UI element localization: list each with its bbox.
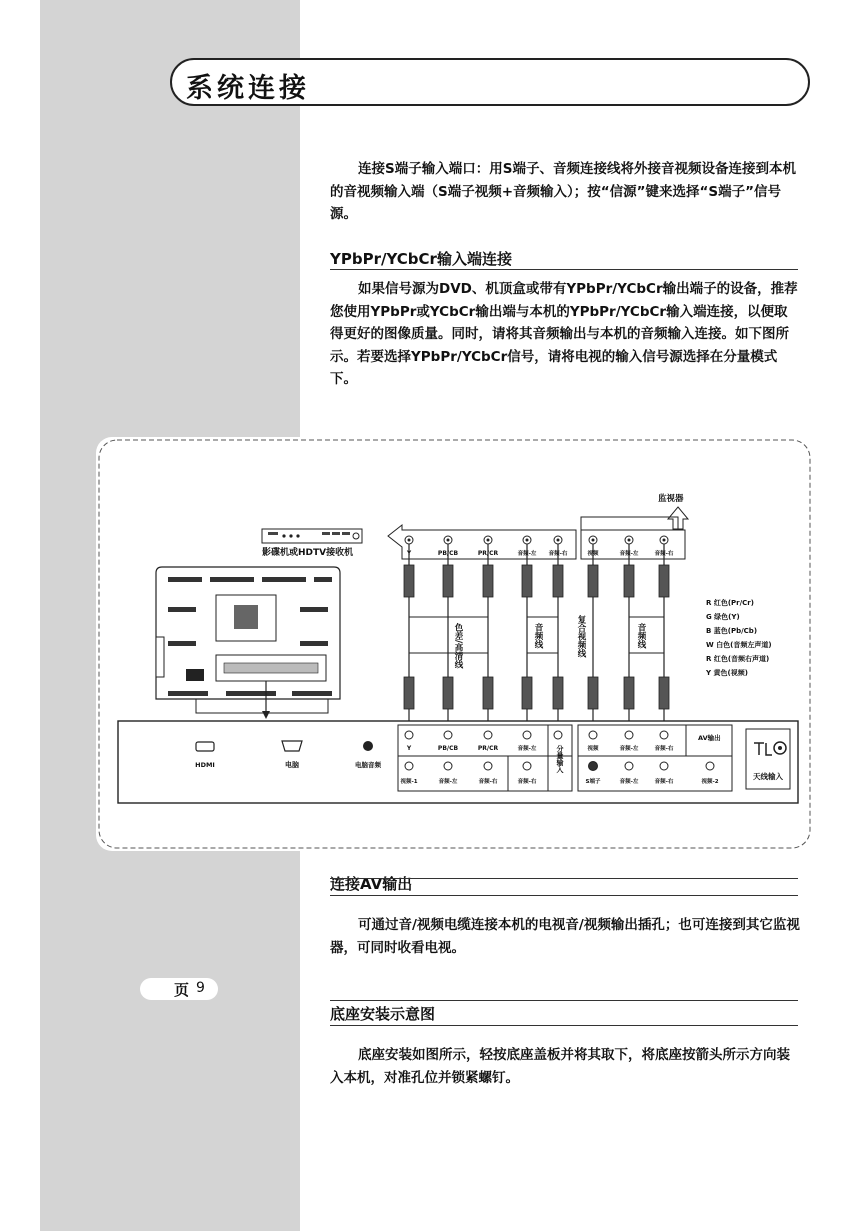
- panel-pb: PB/CB: [437, 745, 459, 752]
- base-divider: [330, 1025, 798, 1026]
- src-label-y: Y: [406, 550, 412, 557]
- mon-label-audio-r: 音频-右: [654, 551, 674, 557]
- vga-port-icon: [282, 741, 302, 751]
- cable-label-video: 复合视频线: [576, 615, 586, 658]
- av-out-paragraph: 可通过音/视频电缆连接本机的电视音/视频输出插孔；也可连接到其它监视器，可同时收看电视。: [330, 917, 800, 956]
- ypbpr-divider: [330, 269, 798, 270]
- dvd-label: 影碟机或HDTV接收机: [262, 548, 354, 558]
- panel-y: Y: [406, 745, 412, 752]
- page-label: 页: [174, 981, 190, 999]
- src-label-audio-r: 音频-右: [548, 551, 568, 557]
- panel-av-audio-l: 音频-左: [619, 746, 639, 752]
- src-label-pb: PB/CB: [437, 550, 459, 557]
- panel-s-video: S端子: [585, 779, 601, 785]
- panel-av-audio-r: 音频-右: [654, 746, 674, 752]
- panel-audio-r-1: 音频-右: [517, 779, 537, 785]
- panel-audio-l-1: 音频-左: [517, 746, 537, 752]
- panel-av-video: 视频: [587, 746, 599, 752]
- cable-label-component: 色差/高清线: [453, 623, 463, 669]
- legend-g: G 绿色(Y): [706, 613, 740, 621]
- base-heading: 底座安装示意图: [330, 1005, 436, 1023]
- cable-label-audio-1: 音频线: [533, 623, 543, 649]
- legend-w: W 白色(音频左声道): [706, 641, 772, 649]
- mon-label-audio-l: 音频-左: [619, 551, 639, 557]
- av-out-heading: 连接AV输出: [330, 875, 413, 893]
- monitor-label: 监视器: [658, 494, 684, 504]
- mon-label-video: 视频: [587, 551, 599, 557]
- av-out-top-rule: [330, 878, 798, 879]
- panel-audio-r-2: 音频-右: [478, 779, 498, 785]
- cable-label-audio-2: 音频线: [636, 623, 646, 649]
- s-terminal-paragraph: 连接S端子输入端口：用S端子、音频连接线将外接音视频设备连接到本机的音视频输入端（S端子视频+音频输入）；按“信源”键来选择“S端子”信号源。: [330, 161, 796, 222]
- pc-audio-label: 电脑音频: [355, 761, 381, 769]
- hdmi-port-icon: [196, 742, 214, 751]
- tv-back-view: [156, 567, 340, 713]
- panel-pr: PR/CR: [477, 745, 499, 752]
- av-out-divider: [330, 895, 798, 896]
- page-title: 系统连接: [186, 73, 310, 104]
- color-legend: [705, 598, 772, 677]
- page-number-badge: [140, 978, 218, 1000]
- legend-r: R 红色(Pr/Cr): [706, 599, 754, 607]
- base-top-rule: [330, 1000, 798, 1001]
- panel-s-audio-r: 音频-右: [654, 779, 674, 785]
- panel-s-audio-l: 音频-左: [619, 779, 639, 785]
- hdmi-label: HDMI: [195, 761, 215, 769]
- src-label-audio-l: 音频-左: [517, 551, 537, 557]
- base-paragraph: 底座安装如图所示，轻按底座盖板并将其取下，将底座按箭头所示方向装入本机，对准孔位并锁紧螺钉。: [330, 1047, 790, 1086]
- page-number: 9: [196, 980, 205, 996]
- src-label-pr: PR/CR: [477, 550, 499, 557]
- dvd-player-icon: [262, 529, 362, 543]
- panel-component-in: 分量输入: [556, 745, 564, 773]
- legend-b: B 蓝色(Pb/Cb): [706, 627, 758, 635]
- panel-audio-l-2: 音频-左: [438, 779, 458, 785]
- connection-diagram: [96, 437, 813, 851]
- ypbpr-paragraph: 如果信号源为DVD、机顶盒或带有YPbPr/YCbCr输出端子的设备，推荐您使用YPbPr或YCbCr输出端与本机的YPbPr/YCbCr输入端连接，以便取得更好的图像质量。同时，请将其音频输出与本机的音频输入连接。如下图所示。若要选择YPbPr/YCbCr信号，请将电视的输入信号源选择在分量模式下。: [330, 281, 798, 387]
- antenna-label: 天线输入: [753, 772, 783, 781]
- legend-y: Y 黄色(视频): [706, 669, 748, 677]
- panel-av-out: AV输出: [698, 734, 721, 742]
- ypbpr-heading: YPbPr/YCbCr输入端连接: [330, 250, 512, 268]
- panel-video-1: 视频-1: [400, 779, 418, 785]
- legend-r2: R 红色(音频右声道): [706, 655, 770, 663]
- pc-label: 电脑: [285, 761, 299, 769]
- panel-video-2: 视频-2: [701, 779, 719, 785]
- title-banner: [170, 58, 810, 106]
